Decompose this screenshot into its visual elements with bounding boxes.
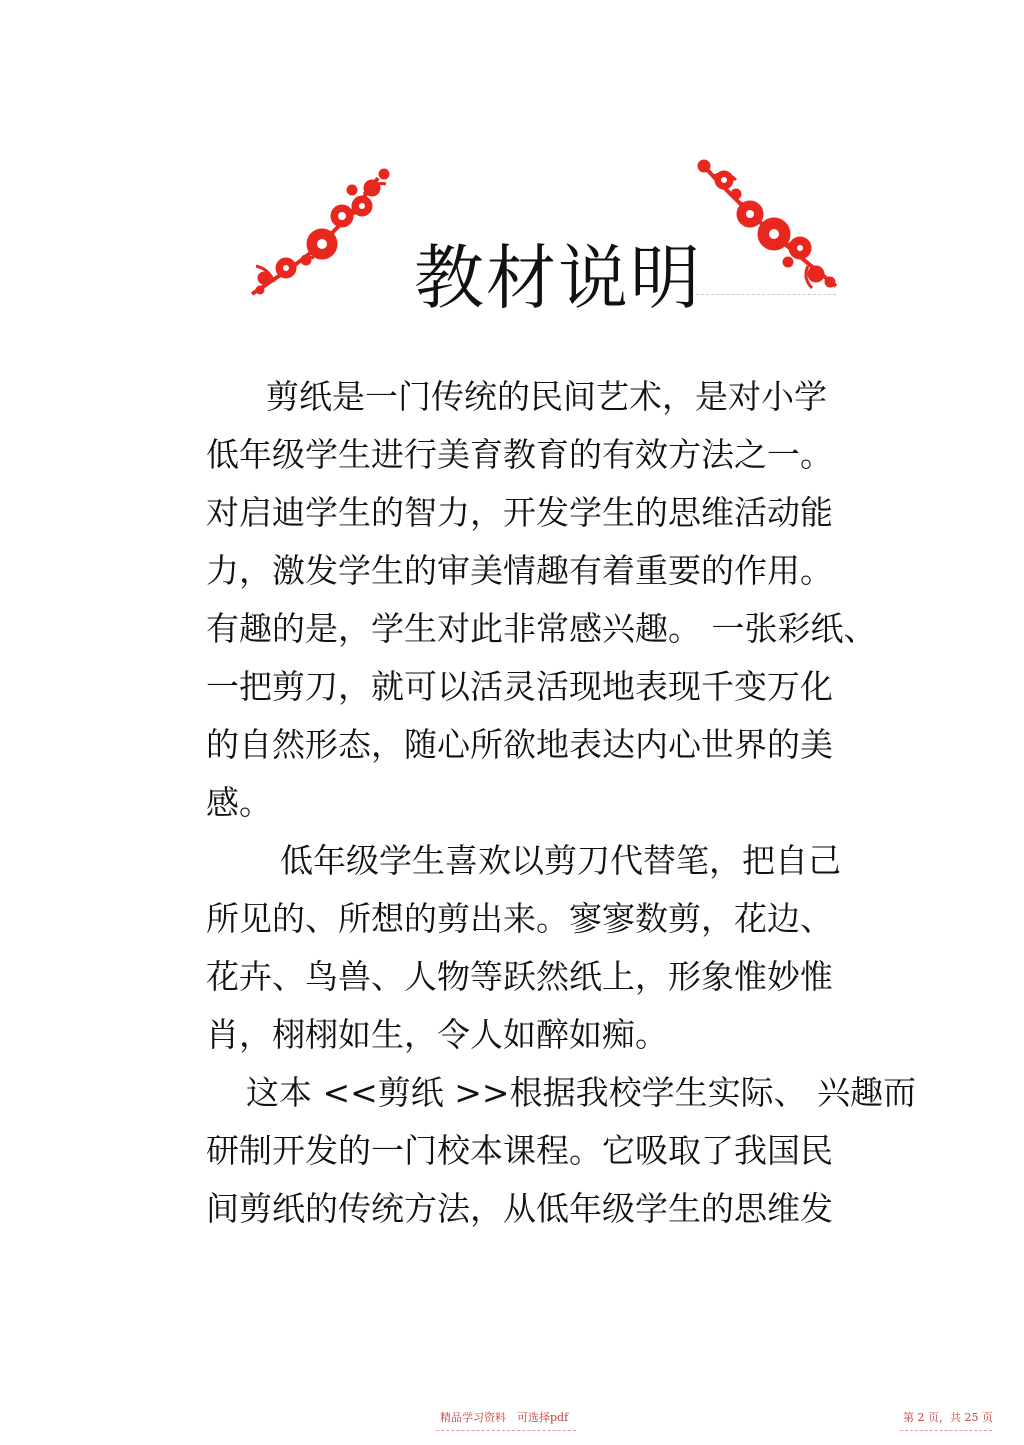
paragraph-1-line-3: 对启迪学生的智力，开发学生的思维活动能 (206, 493, 833, 532)
paragraph-2-line-2: 所见的、所想的剪出来。寥寥数剪，花边、 (206, 899, 833, 938)
paragraph-2-line-1: 低年级学生喜欢以剪刀代替笔，把自己 (280, 841, 841, 880)
paragraph-2-line-3: 花卉、鸟兽、人物等跃然纸上，形象惟妙惟 (206, 957, 833, 996)
paragraph-1-line-1: 剪纸是一门传统的民间艺术，是对小学 (266, 377, 827, 416)
paragraph-1-line-7: 的自然形态，随心所欲地表达内心世界的美 (206, 725, 833, 764)
footer-source-label: 精品学习资料 可选择pdf (440, 1411, 569, 1424)
page-title: 教材说明 (414, 237, 702, 319)
paragraph-3-line-1: 这本 <<剪纸 >>根据我校学生实际、 兴趣而 (246, 1073, 917, 1112)
paragraph-1-line-8: 感。 (206, 783, 272, 822)
paragraph-3-line-3: 间剪纸的传统方法，从低年级学生的思维发 (206, 1189, 833, 1228)
footer-divider-left (436, 1430, 576, 1431)
body-text (206, 368, 917, 1238)
paragraph-3-line-2: 研制开发的一门校本课程。它吸取了我国民 (206, 1131, 833, 1170)
footer-page-number: 第 2 页，共 25 页 (903, 1411, 993, 1424)
paragraph-2-line-4: 肖，栩栩如生，令人如醉如痴。 (206, 1015, 668, 1054)
title-underline (696, 294, 836, 295)
paragraph-1-line-4: 力，激发学生的审美情趣有着重要的作用。 (206, 551, 833, 590)
paragraph-1-line-5: 有趣的是，学生对此非常感兴趣。 一张彩纸、 (206, 609, 877, 648)
plum-blossom-left-icon (246, 160, 396, 300)
plum-blossom-right-icon (690, 154, 840, 294)
paragraph-1-line-6: 一把剪刀，就可以活灵活现地表现千变万化 (206, 667, 833, 706)
footer-divider-right (900, 1430, 992, 1431)
paragraph-1-line-2: 低年级学生进行美育教育的有效方法之一。 (206, 435, 833, 474)
